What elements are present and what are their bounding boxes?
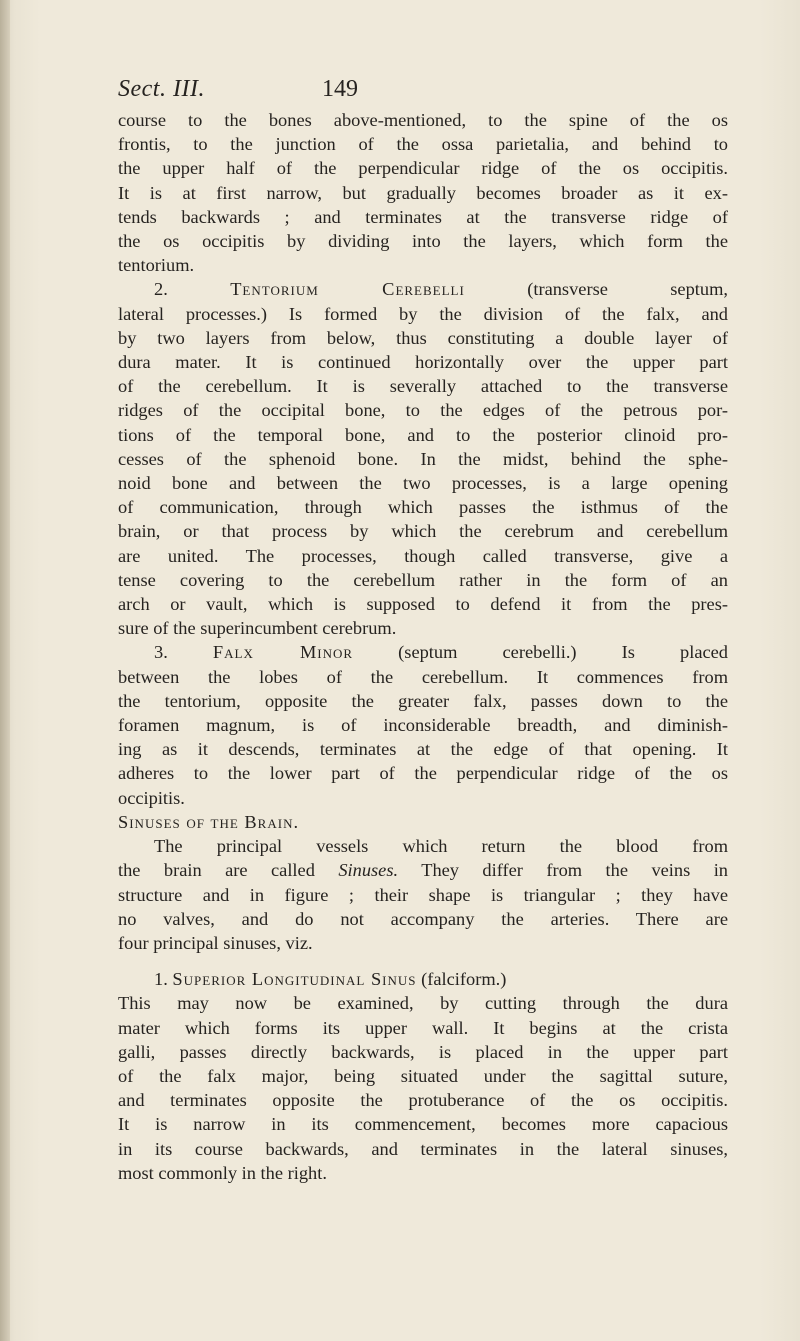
italic-term: Sinuses. <box>338 860 399 881</box>
text-line: by two layers from below, thus constituting a double layer of <box>118 327 728 348</box>
text-line: the upper half of the perpendicular ridge of the os occipitis. <box>118 158 728 179</box>
text-line <box>118 858 728 882</box>
text-line: in its course backwards, and terminates in the lateral sinuses, <box>118 1138 728 1159</box>
item-number: 1. <box>154 969 168 990</box>
text-line: lateral processes.) Is formed by the division of the falx, and <box>118 303 728 324</box>
text-line <box>118 640 728 664</box>
text-line: ridges of the occipital bone, to the edges of the petrous por- <box>118 400 728 421</box>
text-line: The principal vessels which return the blood from <box>154 836 728 857</box>
text-line: the os occipitis by dividing into the layers, which form the <box>118 231 728 252</box>
text-line: cesses of the sphenoid bone. In the midst, behind the sphe- <box>118 448 728 469</box>
text-line: structure and in figure ; their shape is triangular ; they have <box>118 884 728 905</box>
term-heading: Falx Minor <box>212 642 354 663</box>
text-line: ing as it descends, terminates at the edge of that opening. It <box>118 739 728 760</box>
term-heading: Tentorium Cerebelli <box>230 279 465 300</box>
text-line: galli, passes directly backwards, is placed in the upper part <box>118 1041 728 1062</box>
text-line <box>118 277 728 301</box>
term-gloss: (transverse septum, <box>464 279 728 300</box>
text-line: between the lobes of the cerebellum. It commences from <box>118 666 728 687</box>
text-line: the tentorium, opposite the greater falx, passes down to the <box>118 690 728 711</box>
text-line: occipitis. <box>118 787 185 808</box>
text-line: dura mater. It is continued horizontally over the upper part <box>118 352 728 373</box>
paragraph-falx-minor <box>118 640 728 809</box>
paragraph-falx-continuation <box>118 108 728 277</box>
text-line: of the falx major, being situated under the sagittal suture, <box>118 1065 728 1086</box>
text-line: It is narrow in its commencement, becomes more capacious <box>118 1114 728 1135</box>
text-line: tentorium. <box>118 255 195 276</box>
text-fragment: They differ from the veins in <box>398 860 728 881</box>
text-line: mater which forms its upper wall. It begins at the crista <box>118 1017 728 1038</box>
running-header <box>118 76 778 108</box>
paragraph-tentorium <box>118 277 728 640</box>
text-line: are united. The processes, though called transverse, give a <box>118 545 728 566</box>
text-line: tions of the temporal bone, and to the posterior clinoid pro- <box>118 424 728 445</box>
term-heading: Superior Longitudinal Sinus <box>172 969 417 990</box>
text-line: noid bone and between the two processes, is a large opening <box>118 473 728 494</box>
item-number: 2. <box>154 279 168 300</box>
text-line: and terminates opposite the protuberance of the os occipitis. <box>118 1090 728 1111</box>
text-line: It is at first narrow, but gradually becomes broader as it ex- <box>118 182 728 203</box>
item-number: 3. <box>154 642 168 663</box>
text-line: arch or vault, which is supposed to defend it from the pres- <box>118 594 728 615</box>
text-line: four principal sinuses, viz. <box>118 932 313 953</box>
text-line: tense covering to the cerebellum rather in the form of an <box>118 569 728 590</box>
section-label: Sect. III. <box>118 76 205 102</box>
term-gloss: (falciform.) <box>416 969 507 990</box>
text-line: no valves, and do not accompany the arteries. There are <box>118 908 728 929</box>
page-binding-edge <box>0 0 10 1341</box>
section-heading-sinuses: Sinuses of the Brain. <box>118 811 300 832</box>
text-line: course to the bones above-mentioned, to the spine of the os <box>118 110 728 130</box>
text-line: of communication, through which passes the isthmus of the <box>118 497 728 518</box>
paragraph-sinuses-intro <box>118 834 728 955</box>
text-line: frontis, to the junction of the ossa parietalia, and behind to <box>118 134 728 155</box>
text-line <box>118 967 728 991</box>
page-number: 149 <box>322 76 358 102</box>
body-text <box>118 108 728 1185</box>
paragraph-superior-sinus <box>118 967 728 1185</box>
text-line: of the cerebellum. It is severally attached to the transverse <box>118 376 728 397</box>
text-line: adheres to the lower part of the perpendicular ridge of the os <box>118 763 728 784</box>
text-line: brain, or that process by which the cerebrum and cerebellum <box>118 521 728 542</box>
text-line: foramen magnum, is of inconsiderable breadth, and diminish- <box>118 715 728 736</box>
term-gloss: (septum cerebelli.) Is placed <box>353 642 728 663</box>
text-line: sure of the superincumbent cerebrum. <box>118 618 397 639</box>
text-fragment: the brain are called <box>118 860 339 881</box>
text-line: This may now be examined, by cutting through the dura <box>118 993 728 1014</box>
text-line: most commonly in the right. <box>118 1162 327 1183</box>
text-line: tends backwards ; and terminates at the transverse ridge of <box>118 206 728 227</box>
